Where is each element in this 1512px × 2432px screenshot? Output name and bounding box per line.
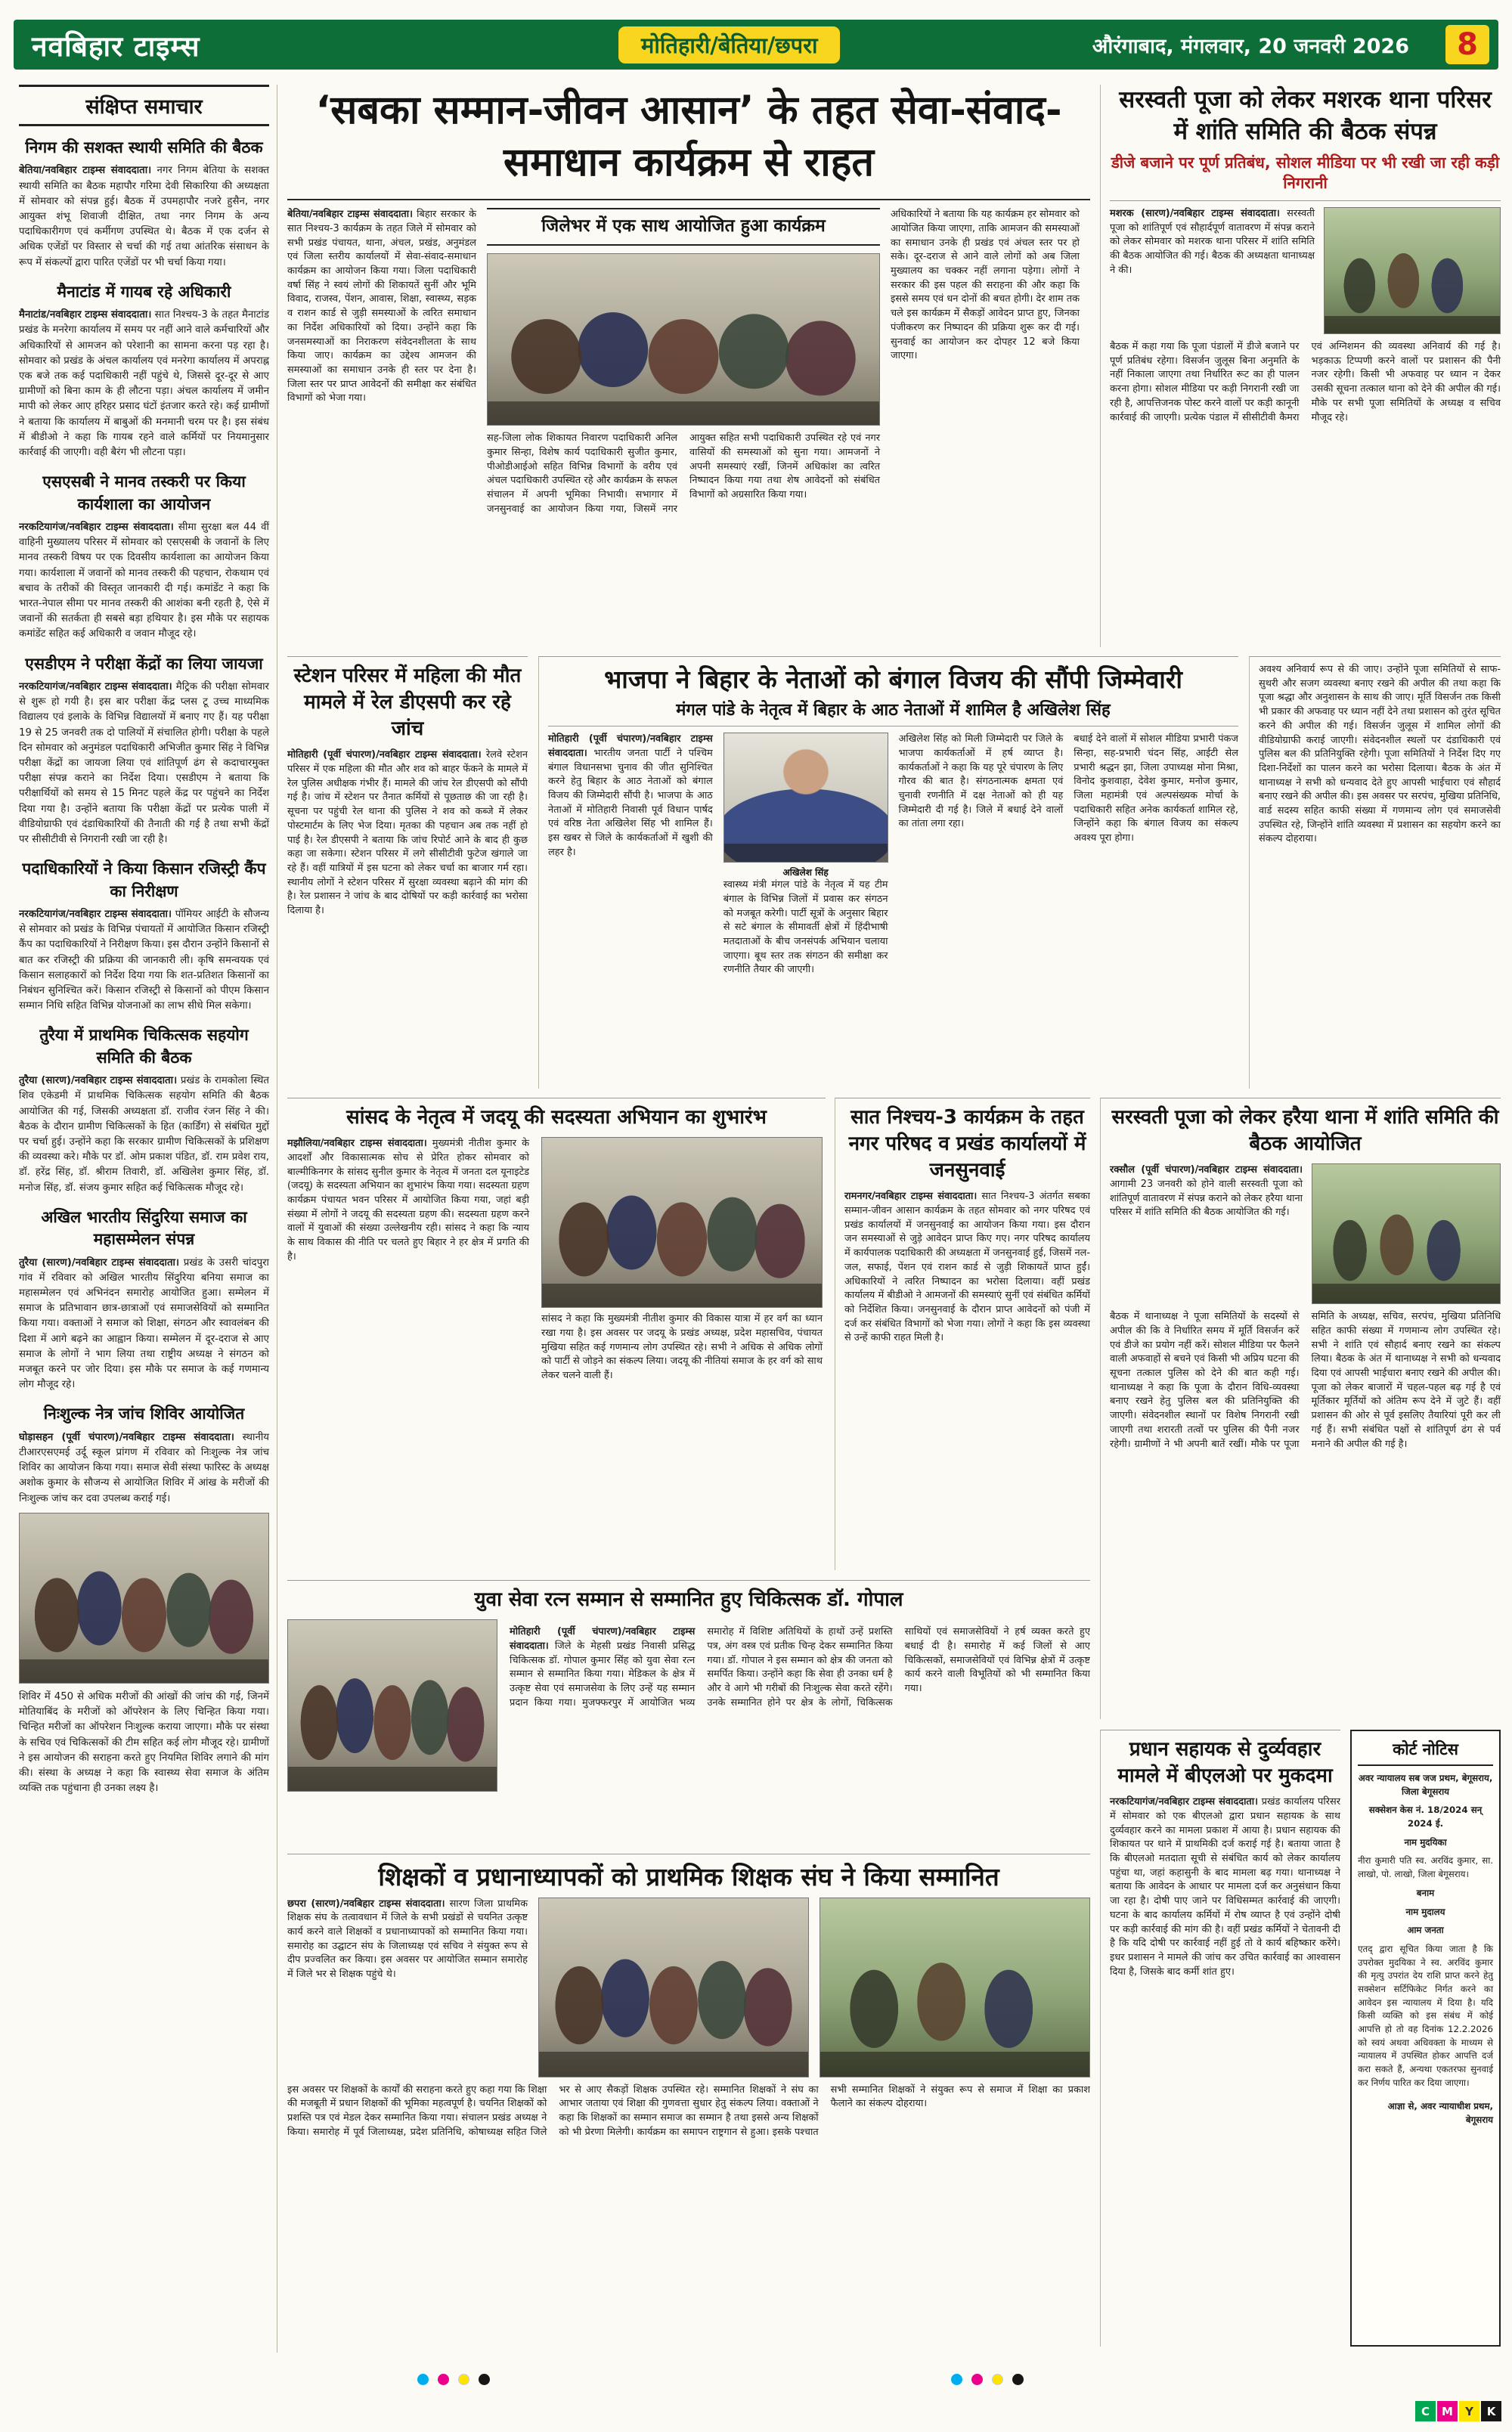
brief-body-continued: शिविर में 450 से अधिक मरीजों की आंखों की जांच की गई, जिनमें मोतियाबिंद के मरीजों को ऑपरेशन के लिए चिन्हित किया गया। चिन्हित मरीजों का ऑपरेशन निःशुल्क कराया जाएगा। मौके पर संस्था के सचिव एवं चिकित्सकों की टीम सहित कई लोग मौजूद रहे। ग्रामीणों ने इस आयोजन की सराहना करते हुए नियमित शिविर लगाने की मांग की। संस्था के अध्यक्ष ने कहा कि स्वास्थ्य सेवा समाज के अंतिम व्यक्ति तक पहुंचाना ही उनका लक्ष्य है। xyxy=(19,1690,269,1795)
registration-dots-center xyxy=(951,2374,1024,2385)
bjp-body-col3: अखिलेश सिंह को मिली जिम्मेदारी पर जिले के भाजपा कार्यकर्ताओं में हर्ष व्याप्त है। कार्यकर्ताओं ने कहा कि यह पूरे चंपारण के लिए गौरव की बात है। संगठनात्मक क्षमता एवं चुनावी रणनीति में दक्ष नेताओं को ही यह जिम्मेदारी दी गई है। जिले में बधाई देने वालों का तांता लगा रहा। xyxy=(898,733,1064,830)
bjp-article xyxy=(538,656,1238,1089)
brief-headline: निगम की सशक्त स्थायी समिति की बैठक xyxy=(25,138,263,156)
black-dot xyxy=(479,2374,490,2385)
station-headline: स्टेशन परिसर में महिला की मौत मामले में रेल डीएसपी कर रहे जांच xyxy=(293,665,522,741)
bjp-headline: भाजपा ने बिहार के नेताओं को बंगाल विजय की सौंपी जिम्मेवारी xyxy=(604,665,1182,694)
jansunwai-headline: सात निश्चय-3 कार्यक्रम के तहत नगर परिषद व प्रखंड कार्यालयों में जनसुनवाई xyxy=(848,1106,1086,1182)
brief-headline: एसडीएम ने परीक्षा केंद्रों का लिया जायजा xyxy=(25,654,263,673)
yellow-dot xyxy=(992,2374,1003,2385)
notice-body: एतद् द्वारा सूचित किया जाता है कि उपरोक्त मुदयिका ने स्व. अरविंद कुमार की मृत्यु उपरांत देय राशि प्राप्त करने हेतु सक्सेशन सर्टिफिकेट निर्गत करने का आवेदन इस न्यायालय में दिया है। यदि किसी व्यक्ति को इस संबंध में कोई आपत्ति हो तो वह दिनांक 12.2.2026 को स्वयं अथवा अधिवक्ता के माध्यम से न्यायालय में उपस्थित होकर आपत्ति दर्ज करा सकते हैं, अन्यथा एकतरफा सुनवाई कर निर्णय पारित कर दिया जाएगा। xyxy=(1358,1943,1493,2088)
brief-item xyxy=(19,1403,269,1796)
jdu-body-1: मुख्यमंत्री नीतीश कुमार के आदर्शों और विकासात्मक सोच से प्रेरित होकर सोमवार को बाल्मीकिनगर के सांसद सुनील कुमार के नेतृत्व में जनता दल यूनाइटेड (जदयू) के सदस्यता अभियान का शुभारंभ किया गया। सदस्यता ग्रहण कार्यक्रम पंचायत भवन परिसर में आयोजित किया गया, जहां बड़ी संख्या में लोगों ने जदयू की सदस्यता ग्रहण की। सदस्यता ग्रहण करने वालों में युवाओं की संख्या उल्लेखनीय रही। सांसद ने कहा कि न्याय के साथ विकास की नीति पर चलते हुए बिहार ने हर क्षेत्र में प्रगति की है। xyxy=(287,1138,529,1262)
teachers-body-top: सारण जिला प्राथमिक शिक्षक संघ के तत्वावधान में जिले के सभी प्रखंडों से चयनित उत्कृष्ट कार्य करने वाले शिक्षकों व प्रधानाध्यापकों को सम्मानित किया गया। समारोह का उद्घाटन संघ के जिलाध्यक्ष एवं सचिव ने संयुक्त रूप से दीप प्रज्वलित कर किया। इस अवसर पर आयोजित सम्मान समारोह में जिले भर से शिक्षक पहुंचे थे। xyxy=(287,1898,528,1981)
court-notice xyxy=(1350,1730,1501,2347)
jdu-membership-photo xyxy=(541,1137,823,1308)
magenta-dot xyxy=(971,2374,983,2385)
lead-dateline: बेतिया/नवबिहार टाइम्स संवाददाता। xyxy=(287,209,413,221)
award-ceremony-photo xyxy=(287,1619,497,1792)
brief-item xyxy=(19,858,269,1014)
lead-photo xyxy=(487,253,880,426)
masharak-body: बैठक में कहा गया कि पूजा पंडालों में डीजे बजाने पर पूर्ण प्रतिबंध रहेगा। विसर्जन जुलूस बिना अनुमति के नहीं निकाला जाएगा तथा निर्धारित रूट का ही पालन करना होगा। सोशल मीडिया पर कड़ी निगरानी रखी जा रही है, आपत्तिजनक पोस्ट करने वालों पर कड़ी कानूनी कार्रवाई की जाएगी। प्रत्येक पंडाल में सीसीटीवी कैमरा एवं अग्निशमन की व्यवस्था अनिवार्य की गई है। भड़काऊ टिप्पणी करने वालों पर प्रशासन की पैनी नजर रहेगी। किसी भी अफवाह पर ध्यान न देकर उसकी सूचना तत्काल थाना को देने की अपील की गई। मौके पर सभी पूजा समितियों के अध्यक्ष व सचिव मौजूद रहे। xyxy=(1110,341,1501,423)
yuva-article xyxy=(287,1580,1090,1845)
jdu-headline: सांसद के नेतृत्व में जदयू की सदस्यता अभियान का शुभारंभ xyxy=(346,1106,767,1129)
jansunwai-dateline: रामनगर/नवबिहार टाइम्स संवाददाता। xyxy=(844,1191,978,1203)
lead-headline: ‘सबका सम्मान-जीवन आसान’ के तहत सेवा-संवाद-समाधान कार्यक्रम से राहत xyxy=(287,85,1090,200)
plaintiff-label: नाम मुदयिका xyxy=(1404,1836,1447,1848)
notice-signature: आज्ञा से, अवर न्यायाधीश प्रथम, बेगूसराय xyxy=(1387,2101,1493,2126)
haraiya-headline: सरस्वती पूजा को लेकर हरैया थाना में शांति समिति की बैठक आयोजित xyxy=(1111,1106,1499,1156)
blo-headline: प्रधान सहायक से दुर्व्यवहार मामले में बीएलओ पर मुकदमा xyxy=(1117,1738,1333,1788)
lead-body-center: सह-जिला लोक शिकायत निवारण पदाधिकारी अनिल कुमार सिन्हा, विशेष कार्य पदाधिकारी सुजीत कुमार, पीओडीआईओ सहित विभिन्न विभागों के वरीय एवं अंचल पदाधिकारी उपस्थित रहे और कार्यक्रम के सफल संचालन में अपनी भूमिका निभायी। सभागार में जनसुनवाई का आयोजन किया गया, जिसमें नगर आयुक्त सहित सभी पदाधिकारी उपस्थित रहे एवं नगर वासियों की समस्याओं को सुना गया। आमजनों ने अपनी समस्याएं रखीं, जिनमें अधिकांश का त्वरित निष्पादन किया गया तथा शेष आवेदनों को संबंधित विभागों को अग्रसारित किया गया। xyxy=(487,432,880,515)
station-article xyxy=(287,656,528,1089)
masthead-bar xyxy=(14,20,1498,70)
masharak-subhead: डीजे बजाने पर पूर्ण प्रतिबंध, सोशल मीडिया पर भी रखी जा रही कड़ी निगरानी xyxy=(1110,153,1501,201)
masharak-article-continuation xyxy=(1249,656,1501,1089)
briefs-section-title: संक्षिप्त समाचार xyxy=(19,85,269,126)
jdu-article xyxy=(287,1098,826,1570)
yuva-dateline: मोतिहारी (पूर्वी चंपारण)/नवबिहार टाइम्स संवाददाता। xyxy=(510,1626,696,1652)
versus-label: बनाम xyxy=(1416,1887,1435,1898)
cmyk-k-swatch: K xyxy=(1481,2401,1501,2421)
haraiya-article xyxy=(1100,1098,1501,1719)
edition-dateline: औरंगाबाद, मंगलवार, 20 जनवरी 2026 xyxy=(1092,34,1409,58)
magenta-dot xyxy=(438,2374,449,2385)
brief-item xyxy=(19,137,269,271)
bjp-body-col4: बधाई देने वालों में सोशल मीडिया प्रभारी पंकज सिन्हा, सह-प्रभारी चंदन सिंह, आईटी सेल प्रभारी श्रद्धन झा, जिला उपाध्यक्ष मोना मिश्रा, विनोद कुशवाहा, देवेश कुमार, मनोज कुमार, जिला महामंत्री एवं अल्पसंख्यक मोर्चा के पदाधिकारी सहित अनेक कार्यकर्ता शामिल रहे, जिन्होंने कहा कि बंगाल विजय का संकल्प अवश्य पूरा होगा। xyxy=(1074,733,1238,844)
brief-body: स्थानीय टीआरएसएमई उर्दू स्कूल प्रांगण में रविवार को निःशुल्क नेत्र जांच शिविर का आयोजन किया गया। समाज सेवी संस्था फारिस्ट के अध्यक्ष अशोक कुमार के सौजन्य से आयोजित शिविर में आंख के मरीजों की निःशुल्क जांच कर दवा उपलब्ध कराई गई। xyxy=(19,1431,270,1504)
station-dateline: मोतिहारी (पूर्वी चंपारण)/नवबिहार टाइम्स संवाददाता। xyxy=(287,749,482,761)
jansunwai-body: सात निश्चय-3 अंतर्गत सबका सम्मान-जीवन आसान कार्यक्रम के तहत सोमवार को नगर परिषद एवं प्रखंड कार्यालयों में जनसुनवाई का आयोजन किया गया। इस दौरान जन समस्याओं से जुड़े आवेदन प्राप्त किए गए। नगर परिषद कार्यालय में कार्यपालक पदाधिकारी की अध्यक्षता में जनसुनवाई हुई, जिसमें नल-जल, सफाई, पेंशन एवं राशन कार्ड से जुड़ी शिकायतें प्राप्त हुईं। अधिकारियों ने त्वरित निष्पादन का भरोसा दिलाया। वहीं प्रखंड कार्यालय में बीडीओ ने आमजनों की समस्याएं सुनीं एवं संबंधित कर्मियों को निर्देशित किया। जनसुनवाई के दौरान प्राप्त आवेदनों को पंजी में दर्ज कर संबंधित विभागों को भेजा गया। लोगों ने कहा कि इस व्यवस्था से उन्हें काफी राहत मिली है। xyxy=(844,1191,1090,1344)
masharak-photo xyxy=(1324,207,1501,334)
masharak-body-intro: सरस्वती पूजा को शांतिपूर्ण एवं सौहार्दपूर्ण वातावरण में संपन्न कराने को लेकर सोमवार को मशरक थाना परिसर में शांति समिति की बैठक आयोजित की गई। बैठक की अध्यक्षता थानाध्यक्ष ने की। xyxy=(1110,208,1315,276)
lead-body-right: अधिकारियों ने बताया कि यह कार्यक्रम हर सोमवार को आयोजित किया जाएगा, ताकि आमजन की समस्याओं का समाधान उनके ही प्रखंड एवं अंचल स्तर पर हो सके। दूर-दराज से आने वाले लोगों को अब जिला मुख्यालय का चक्कर नहीं लगाना पड़ेगा। लोगों ने सरकार की इस पहल की सराहना की और कहा कि इससे समय एवं धन दोनों की बचत होगी। देर शाम तक चले इस कार्यक्रम में सैकड़ों आवेदन प्राप्त हुए, जिनका पंजीकरण कर निष्पादन की प्रक्रिया शुरू कर दी गई। सुनवाई का आयोजन कर दोपहर 12 बजे किया जाएगा। xyxy=(891,209,1080,362)
brief-item xyxy=(19,471,269,642)
lead-article xyxy=(287,85,1090,650)
brief-body: सीमा सुरक्षा बल 44 वीं वाहिनी मुख्यालय परिसर में सोमवार को एसएसबी के जवानों के लिए मानव तस्करी विषय पर एक दिवसीय कार्यशाला का आयोजन किया गया। कार्यशाला में जवानों को मानव तस्करी की पहचान, रोकथाम एवं बचाव के तरीकों की विस्तृत जानकारी दी गई। कमांडेंट ने कहा कि भारत-नेपाल सीमा पर मानव तस्करी की आशंका बनी रहती है, ऐसे में जवानों की सतर्कता ही सबसे बड़ा हथियार है। इस मौके पर सहायक कमांडेंट सहित कई अधिकारी व जवान मौजूद रहे। xyxy=(19,522,269,640)
brief-body: प्रखंड के उसरी चांदपुरा गांव में रविवार को अखिल भारतीय सिंदुरिया बनिया समाज का महासम्मेलन एवं अभिनंदन समारोह आयोजित हुआ। सम्मेलन में समाज के प्रतिभावान छात्र-छात्राओं एवं समाजसेवियों को सम्मानित किया गया। वक्ताओं ने समाज को शिक्षा, संगठन और स्वावलंबन की दिशा में आगे बढ़ने का आह्वान किया। सम्मेलन में दूर-दराज से आए समाज के लोगों ने भाग लिया तथा राष्ट्रीय अध्यक्ष ने संगठन को मजबूत करने पर जोर दिया। इस मौके पर समाज के कई गणमान्य लोग मौजूद रहे। xyxy=(19,1256,270,1391)
plaintiff-name: नीरा कुमारी पति स्व. अरविंद कुमार, सा. लाखो, पो. लाखो, जिला बेगूसराय। xyxy=(1358,1855,1493,1880)
bjp-subhead: मंगल पांडे के नेतृत्व में बिहार के आठ नेताओं में शामिल है अखिलेश सिंह xyxy=(548,700,1238,727)
haraiya-dateline: रक्सौल (पूर्वी चंपारण)/नवबिहार टाइम्स संवाददाता। xyxy=(1110,1164,1303,1176)
brief-dateline: घोड़ासहन (पूर्वी चंपारण)/नवबिहार टाइम्स संवाददाता। xyxy=(19,1431,234,1443)
cmyk-m-swatch: M xyxy=(1437,2401,1458,2421)
black-dot xyxy=(1012,2374,1024,2385)
brief-body: प्रखंड के रामकोला स्थित शिव एकेडमी में प्राथमिक चिकित्सक सहयोग समिति की बैठक आयोजित की गई, जिसकी अध्यक्षता डॉ. राजीव रंजन सिंह ने की। बैठक के दौरान ग्रामीण चिकित्सकों के हित (कार्डिंग) से संबंधित मुद्दों पर चर्चा हुई। उन्होंने कहा कि सरकार ग्रामीण चिकित्सकों के प्रशिक्षण की व्यवस्था करे। मौके पर डॉ. ओम प्रकाश पंडित, डॉ. राम प्रवेश राय, डॉ. हरेंद्र सिंह, डॉ. श्रीराम तिवारी, डॉ. अखिलेश कुमार सिंह, डॉ. मनोज सिंह, डॉ. संजय कुमार सहित कई चिकित्सक मौजूद रहे। xyxy=(19,1075,270,1194)
masharak-headline: सरस्वती पूजा को लेकर मशरक थाना परिसर में शांति समिति की बैठक संपन्न xyxy=(1119,86,1492,145)
brief-headline: पदाधिकारियों ने किया किसान रजिस्ट्री कैंप का निरीक्षण xyxy=(22,860,266,900)
brief-body: पॉमियर आईटी के सौजन्य से सोमवार को प्रखंड के विभिन्न पंचायतों में आयोजित किसान रजिस्ट्री कैंप का पदाधिकारियों ने निरीक्षण किया। इस दौरान उन्होंने किसानों से बात कर रजिस्ट्री की प्रक्रिया की जानकारी ली। कृषि समन्वयक एवं किसान सलाहकारों को निर्देश दिया गया कि शत-प्रतिशत किसानों का निबंधन सुनिश्चित करें। किसान रजिस्ट्री से किसानों को पीएम किसान सम्मान निधि सहित विभिन्न योजनाओं का लाभ सीधे मिल सकेगा। xyxy=(19,909,269,1012)
bjp-body-col1: भारतीय जनता पार्टी ने पश्चिम बंगाल विधानसभा चुनाव की जीत सुनिश्चित करने हेतु बिहार के आठ नेताओं को बंगाल विजय की जिम्मेदारी सौंपी है। भाजपा के आठ नेताओं में मोतिहारी निवासी पूर्व विधान पार्षद एवं वरिष्ठ नेता अखिलेश सिंह भी शामिल हैं। इस खबर से जिले के कार्यकर्ताओं में खुशी की लहर है। xyxy=(548,747,713,858)
jdu-dateline: मझौलिया/नवबिहार टाइम्स संवाददाता। xyxy=(287,1138,427,1150)
cyan-dot xyxy=(417,2374,429,2385)
brief-dateline: नरकटियागंज/नवबिहार टाइम्स संवाददाता। xyxy=(19,681,172,693)
bjp-dateline: मोतिहारी (पूर्वी चंपारण)/नवबिहार टाइम्स संवाददाता। xyxy=(548,733,713,759)
brief-headline: एसएसबी ने मानव तस्करी पर किया कार्यशाला का आयोजन xyxy=(42,472,246,513)
haraiya-body-intro: आगामी 23 जनवरी को होने वाली सरस्वती पूजा को शांतिपूर्ण वातावरण में संपन्न कराने को लेकर हरैया थाना परिसर में शांति समिति की बैठक आयोजित की गई। xyxy=(1110,1178,1303,1219)
station-body: रेलवे स्टेशन परिसर में एक महिला की मौत और शव को बाहर फेंकने के मामले में रेल पुलिस अधीक्षक गंभीर हैं। मामले की जांच रेल डीएसपी को सौंपी गई है। जांच में स्टेशन पर तैनात कर्मियों से पूछताछ की जा रही है। सूचना पर पहुंची रेल थाना की पुलिस ने शव को कब्जे में लेकर पोस्टमार्टम के लिए भेज दिया। मृतका की पहचान अब तक नहीं हो पाई है। रेल डीएसपी ने बताया कि जांच रिपोर्ट आने के बाद ही कुछ कहा जा सकेगा। स्टेशन परिसर में लगे सीसीटीवी फुटेज खंगाले जा रहे हैं। वहीं यात्रियों में इस घटना को लेकर चर्चा का बाजार गर्म रहा। स्थानीय लोगों ने स्टेशन परिसर में सुरक्षा व्यवस्था बढ़ाने की मांग की है। रेल प्रशासन ने जांच के बाद दोषियों पर कड़ी कार्रवाई का भरोसा दिलाया है। xyxy=(287,749,528,917)
jansunwai-article xyxy=(835,1098,1090,1570)
akhilesh-singh-portrait xyxy=(723,733,888,863)
jdu-body-2: सांसद ने कहा कि मुख्यमंत्री नीतीश कुमार की विकास यात्रा में हर वर्ग का ध्यान रखा गया है। इस अवसर पर जदयू के प्रखंड अध्यक्ष, प्रदेश महासचिव, पंचायत मुखिया सहित कई गणमान्य लोग उपस्थित रहे। सभी ने अधिक से अधिक लोगों को पार्टी से जोड़ने का संकल्प लिया। जदयू की नीतियां समाज के हर वर्ग को साथ लेकर चलने वाली हैं। xyxy=(541,1313,823,1381)
brief-headline: निःशुल्क नेत्र जांच शिविर आयोजित xyxy=(43,1405,245,1424)
haraiya-body: बैठक में थानाध्यक्ष ने पूजा समितियों के सदस्यों से अपील की कि वे निर्धारित समय में मूर्ति विसर्जन करें एवं डीजे का प्रयोग नहीं करें। सोशल मीडिया पर फैलने वाली अफवाहों से बचने एवं किसी भी अप्रिय घटना की सूचना तत्काल पुलिस को देने की बात कही गई। थानाध्यक्ष ने कहा कि पूजा के दौरान विधि-व्यवस्था बनाए रखने हेतु पुलिस बल की प्रतिनियुक्ति की जाएगी। संवेदनशील स्थानों पर विशेष निगरानी रखी जाएगी तथा शरारती तत्वों पर पुलिस की पैनी नजर रहेगी। ग्रामीणों ने भी अपनी बातें रखीं। मौके पर पूजा समिति के अध्यक्ष, सचिव, सरपंच, मुखिया प्रतिनिधि सहित काफी संख्या में गणमान्य लोग उपस्थित रहे। सभी ने शांति एवं सौहार्द बनाए रखने का संकल्प लिया। बैठक के अंत में थानाध्यक्ष ने सभी को धन्यवाद दिया एवं आपसी भाईचारा बनाए रखने की अपील की। पूजा को लेकर बाजारों में चहल-पहल बढ़ गई है एवं मूर्तिकार मूर्तियों को अंतिम रूप देने में जुटे हैं। वहीं प्रशासन की ओर से पूर्व इसलिए तैयारियां पूरी कर ली गई हैं। सभी संबंधित पक्षों से शांतिपूर्ण ढंग से पर्व मनाने की अपील की गई है। xyxy=(1110,1311,1501,1450)
teachers-ceremony-photo-2 xyxy=(820,1898,1090,2077)
lead-center-column xyxy=(487,208,880,516)
defendant-name: आम जनता xyxy=(1407,1925,1444,1936)
teachers-ceremony-photo-1 xyxy=(538,1898,809,2077)
brief-dateline: नरकटियागंज/नवबिहार टाइम्स संवाददाता। xyxy=(19,522,174,534)
newspaper-title: नवबिहार टाइम्स xyxy=(32,29,200,63)
cyan-dot xyxy=(951,2374,962,2385)
yuva-body: जिले के मेहसी प्रखंड निवासी प्रसिद्ध चिकित्सक डॉ. गोपाल कुमार सिंह को युवा सेवा रत्न सम्मान से सम्मानित किया गया। मेडिकल के क्षेत्र में उत्कृष्ट सेवा एवं समाजसेवा के लिए उन्हें यह सम्मान प्रदान किया गया। मुजफ्फरपुर में आयोजित भव्य समारोह में विशिष्ट अतिथियों के हाथों उन्हें प्रशस्ति पत्र, अंग वस्त्र एवं प्रतीक चिन्ह देकर सम्मानित किया गया। डॉ. गोपाल ने इस सम्मान को क्षेत्र की जनता को समर्पित किया। उन्होंने कहा कि सेवा ही उनका धर्म है और वे आगे भी गरीबों की निःशुल्क सेवा करते रहेंगे। उनके सम्मानित होने पर क्षेत्र के लोगों, चिकित्सक साथियों एवं समाजसेवियों ने हर्ष व्यक्त करते हुए बधाई दी है। समारोह में कई जिलों से आए चिकित्सकों, समाजसेवियों एवं विभिन्न क्षेत्रों में उत्कृष्ट कार्य करने वाली विभूतियों को भी सम्मानित किया गया। xyxy=(510,1626,1090,1709)
brief-headline: तुरैया में प्राथमिक चिकित्सक सहयोग समिति की बैठक xyxy=(39,1026,249,1067)
brief-item xyxy=(19,281,269,460)
briefs-column xyxy=(19,85,277,2353)
masharak-body-continued: अवश्य अनिवार्य रूप से की जाए। उन्होंने पूजा समितियों से साफ-सुथरी और सजग व्यवस्था बनाए रखने की अपील की तथा कहा कि पूजा श्रद्धा और अनुशासन के साथ की जाए। मूर्ति विसर्जन तक किसी भी प्रकार की अफवाह पर ध्यान नहीं देने तथा प्रशासन को तुरंत सूचित करने की अपील की गई। विसर्जन जुलूस में शामिल लोगों की वीडियोग्राफी कराई जाएगी। संवेदनशील स्थलों पर दंडाधिकारी एवं पुलिस बल की प्रतिनियुक्ति रहेगी। पूजा समितियों ने निर्देश दिए गए दिशा-निर्देशों का पालन करने का भरोसा दिलाया। बैठक के अंत में थानाध्यक्ष ने सभी को धन्यवाद देते हुए आपसी भाईचारा एवं सौहार्द बनाए रखने की अपील की। इस अवसर पर सरपंच, मुखिया प्रतिनिधि, वार्ड सदस्य सहित काफी संख्या में गणमान्य लोग एवं समाजसेवी उपस्थित रहे, जिन्होंने शांति व्यवस्था में प्रशासन का सहयोग करने का संकल्प दोहराया। xyxy=(1259,664,1501,845)
brief-headline: अखिल भारतीय सिंदुरिया समाज का महासम्मेलन संपन्न xyxy=(41,1207,247,1249)
case-number-line: सक्सेशन केस नं. 18/2024 सन् 2024 ई. xyxy=(1368,1805,1483,1829)
region-badge: मोतिहारी/बेतिया/छपरा xyxy=(618,26,840,64)
cmyk-c-swatch: C xyxy=(1415,2401,1436,2421)
haraiya-meeting-photo xyxy=(1312,1163,1501,1304)
brief-item xyxy=(19,653,269,848)
blo-article xyxy=(1100,1730,1340,2347)
bjp-body-col2: स्वास्थ्य मंत्री मंगल पांडे के नेतृत्व में यह टीम बंगाल के विभिन्न जिलों में प्रवास कर संगठन को मजबूत करेगी। पार्टी सूत्रों के अनुसार बिहार से सटे बंगाल के सीमावर्ती क्षेत्रों में हिंदीभाषी मतदाताओं के बीच जनसंपर्क अभियान चलाया जाएगा। बूथ स्तर तक संगठन की समीक्षा कर रणनीति तैयार की जाएगी। xyxy=(723,879,888,976)
page-number-badge: 8 xyxy=(1445,25,1489,64)
brief-dateline: बेतिया/नवबिहार टाइम्स संवाददाता। xyxy=(19,165,152,177)
cmyk-color-bar xyxy=(1415,2401,1501,2421)
brief-item xyxy=(19,1024,269,1195)
bjp-photo-caption: अखिलेश सिंह xyxy=(782,867,829,878)
registration-dots-left xyxy=(417,2374,490,2385)
lead-right-column xyxy=(891,208,1080,516)
brief-item xyxy=(19,1207,269,1393)
brief-headline: मैनाटांड में गायब रहे अधिकारी xyxy=(57,282,231,301)
blo-body: प्रखंड कार्यालय परिसर में सोमवार को एक बीएलओ द्वारा प्रधान सहायक के साथ दुर्व्यवहार करने का मामला प्रकाश में आया है। प्रधान सहायक की शिकायत पर थाने में प्राथमिकी दर्ज कराई गई है। बताया जाता है कि बीएलओ मतदाता सूची से संबंधित कार्य को लेकर कार्यालय पहुंचा था, जहां कहासुनी के बाद मामला बढ़ गया। थानाध्यक्ष ने बताया कि आवेदन के आधार पर मामला दर्ज कर अनुसंधान किया जा रहा है। दोषी पाए जाने पर विधिसम्मत कार्रवाई की जाएगी। घटना के बाद कार्यालय कर्मियों में रोष व्याप्त है एवं उन्होंने दोषी पर कड़ी कार्रवाई की मांग की है। वहीं प्रखंड कर्मियों ने चेतावनी दी है कि यदि दोषी पर कार्रवाई नहीं हुई तो वे कार्य बहिष्कार करेंगे। इधर प्रशासन ने मामले की जांच कर उचित कार्रवाई का आश्वासन दिया है, जिसके बाद कर्मी शांत हुए। xyxy=(1110,1796,1340,1978)
brief-dateline: तुरैया (सारण)/नवबिहार टाइम्स संवाददाता। xyxy=(19,1075,178,1087)
teachers-headline: शिक्षकों व प्रधानाध्यापकों को प्राथमिक शिक्षक संघ ने किया सम्मानित xyxy=(378,1862,999,1891)
cmyk-y-swatch: Y xyxy=(1459,2401,1479,2421)
lead-body-left: बिहार सरकार के सात निश्चय-3 कार्यक्रम के तहत जिले में सोमवार को सभी प्रखंड पंचायत, थाना, अंचल, प्रखंड, अनुमंडल एवं जिला स्तरीय कार्यालयों में सेवा-संवाद-समाधान कार्यक्रम का आयोजन किया गया। जिला पदाधिकारी वर्षा सिंह ने स्वयं लोगों की शिकायतें सुनीं और भूमि विवाद, राजस्व, पेंशन, आवास, शिक्षा, स्वास्थ्य, सड़क व राशन कार्ड से जुड़ी समस्याओं के त्वरित समाधान का निर्देश अधिकारियों को दिया। उन्होंने कहा कि जनसमस्याओं का निराकरण संवेदनशीलता के साथ किया जाए। कार्यक्रम का उद्देश्य आमजन की समस्याओं का समाधान उनके ही स्तर पर देना है। जिला स्तर पर प्राप्त आवेदनों की समीक्षा कर संबंधित विभागों को भेजा गया। xyxy=(287,209,476,404)
lead-subhead: जिलेभर में एक साथ आयोजित हुआ कार्यक्रम xyxy=(487,208,880,246)
brief-body: सात निश्चय-3 के तहत मैनाटांड प्रखंड के मनरेगा कार्यालय में समय पर नहीं आने वाले कर्मचारियों और अधिकारियों से आमजन को परेशानी का सामना करना पड़ रहा है। सोमवार को प्रखंड के अंचल कार्यालय एवं मनरेगा कार्यालय में अपराह्न एक बजे तक कई पदाधिकारी नहीं पहुंचे थे, जिससे दूर-दूर से आए ग्रामीणों को बिना काम के ही लौटना पड़ा। अंचल कार्यालय में जमीन मापी को लेकर आए हरिहर प्रसाद घंटों इंतजार करते रहे। कई ग्रामीणों ने बताया कि कार्यालय में बाबुओं की मनमानी चरम पर है। इस संबंध में बीडीओ ने कहा कि गायब रहने वाले कर्मियों पर नियमानुसार कार्रवाई की जाएगी। वही बैरंग भी लौटना पड़ा। xyxy=(19,309,269,459)
court-notice-title: कोर्ट नोटिस xyxy=(1358,1739,1493,1766)
blo-dateline: नरकटियागंज/नवबिहार टाइम्स संवाददाता। xyxy=(1110,1796,1258,1808)
yellow-dot xyxy=(458,2374,469,2385)
teachers-body-bottom: इस अवसर पर शिक्षकों के कार्यों की सराहना करते हुए कहा गया कि शिक्षा की मजबूती में प्रधान शिक्षकों की भूमिका महत्वपूर्ण है। चयनित शिक्षकों को प्रशस्ति पत्र एवं मेडल देकर सम्मानित किया गया। संचालन प्रखंड अध्यक्ष ने किया। समारोह में पूर्व जिलाध्यक्ष, प्रदेश प्रतिनिधि, कोषाध्यक्ष सहित जिले भर से आए सैकड़ों शिक्षक उपस्थित रहे। सम्मानित शिक्षकों ने संघ का आभार जताया एवं शिक्षा की गुणवत्ता सुधार हेतु संकल्प लिया। वक्ताओं ने कहा कि शिक्षकों का सम्मान समाज का सम्मान है तथा इससे अन्य शिक्षकों को भी प्रेरणा मिलेगी। कार्यक्रम का समापन राष्ट्रगान से हुआ। इसके पश्चात सभी सम्मानित शिक्षकों ने संयुक्त रूप से समाज में शिक्षा का प्रकाश फैलाने का संकल्प दोहराया। xyxy=(287,2083,1090,2138)
brief-dateline: मैनाटांड/नवबिहार टाइम्स संवाददाता। xyxy=(19,309,152,321)
eye-camp-photo xyxy=(19,1513,269,1684)
teachers-dateline: छपरा (सारण)/नवबिहार टाइम्स संवाददाता। xyxy=(287,1898,445,1910)
brief-body: मैट्रिक की परीक्षा सोमवार से शुरू हो गयी है। इस बार परीक्षा केंद्र प्लस टू उच्च माध्यमिक विद्यालय एवं इलाके के विभिन्न विद्यालयों में बनाए गए हैं। यह परीक्षा 19 से 25 जनवरी तक दो पालियों में संचालित होगी। परीक्षा के पहले दिन सोमवार को अनुमंडल पदाधिकारी अभिजीत कुमार सिंह ने विभिन्न परीक्षा केंद्रों का जायजा लिया एवं शांतिपूर्ण ढंग से कदाचारमुक्त परीक्षा संपन्न कराने का निर्देश दिया। एसडीएम ने बताया कि परीक्षार्थियों को समय से 15 मिनट पहले केंद्र पर पहुंचने का निर्देश दिया गया है। उन्होंने बताया कि परीक्षा केंद्रों पर प्रत्येक पाली में वीडियोग्राफी एवं दंडाधिकारियों की तैनाती की गई है तथा सभी केंद्रों पर सीसीटीवी से निगरानी रखी जा रही है। xyxy=(19,681,269,846)
yuva-headline: युवा सेवा रत्न सम्मान से सम्मानित हुए चिकित्सक डॉ. गोपाल xyxy=(474,1588,903,1611)
masharak-article xyxy=(1100,85,1501,647)
masharak-dateline: मशरक (सारण)/नवबिहार टाइम्स संवाददाता। xyxy=(1110,208,1280,220)
brief-dateline: नरकटियागंज/नवबिहार टाइम्स संवाददाता। xyxy=(19,909,172,921)
brief-body: नगर निगम बेतिया के सशक्त स्थायी समिति का बैठक महापौर गरिमा देवी सिकारिया की अध्यक्षता में सोमवार को संपन्न हुई। बैठक में उपमहापौर नजरे हुसैन, नगर आयुक्त शंभू शिवाजी दीक्षित, तथा नगर निगम के अन्य पदाधिकारीगण एवं कर्मीगण उपस्थित थे। बैठक में एक दर्जन से अधिक एजेंडों पर विस्तार से चर्चा की गई तथा आंतरिक संसाधन के रूप में संकल्पों द्वारा पारित एजेंडों पर भी चर्चा किया गया। xyxy=(19,165,269,268)
defendant-label: नाम मुदालय xyxy=(1405,1906,1445,1917)
lead-left-column xyxy=(287,208,476,516)
teachers-article xyxy=(287,1854,1090,2347)
brief-dateline: तुरैया (सारण)/नवबिहार टाइम्स संवाददाता। xyxy=(19,1256,180,1269)
court-name-line: अवर न्यायालय सब जज प्रथम, बेगूसराय, जिला बेगूसराय xyxy=(1358,1773,1493,1797)
